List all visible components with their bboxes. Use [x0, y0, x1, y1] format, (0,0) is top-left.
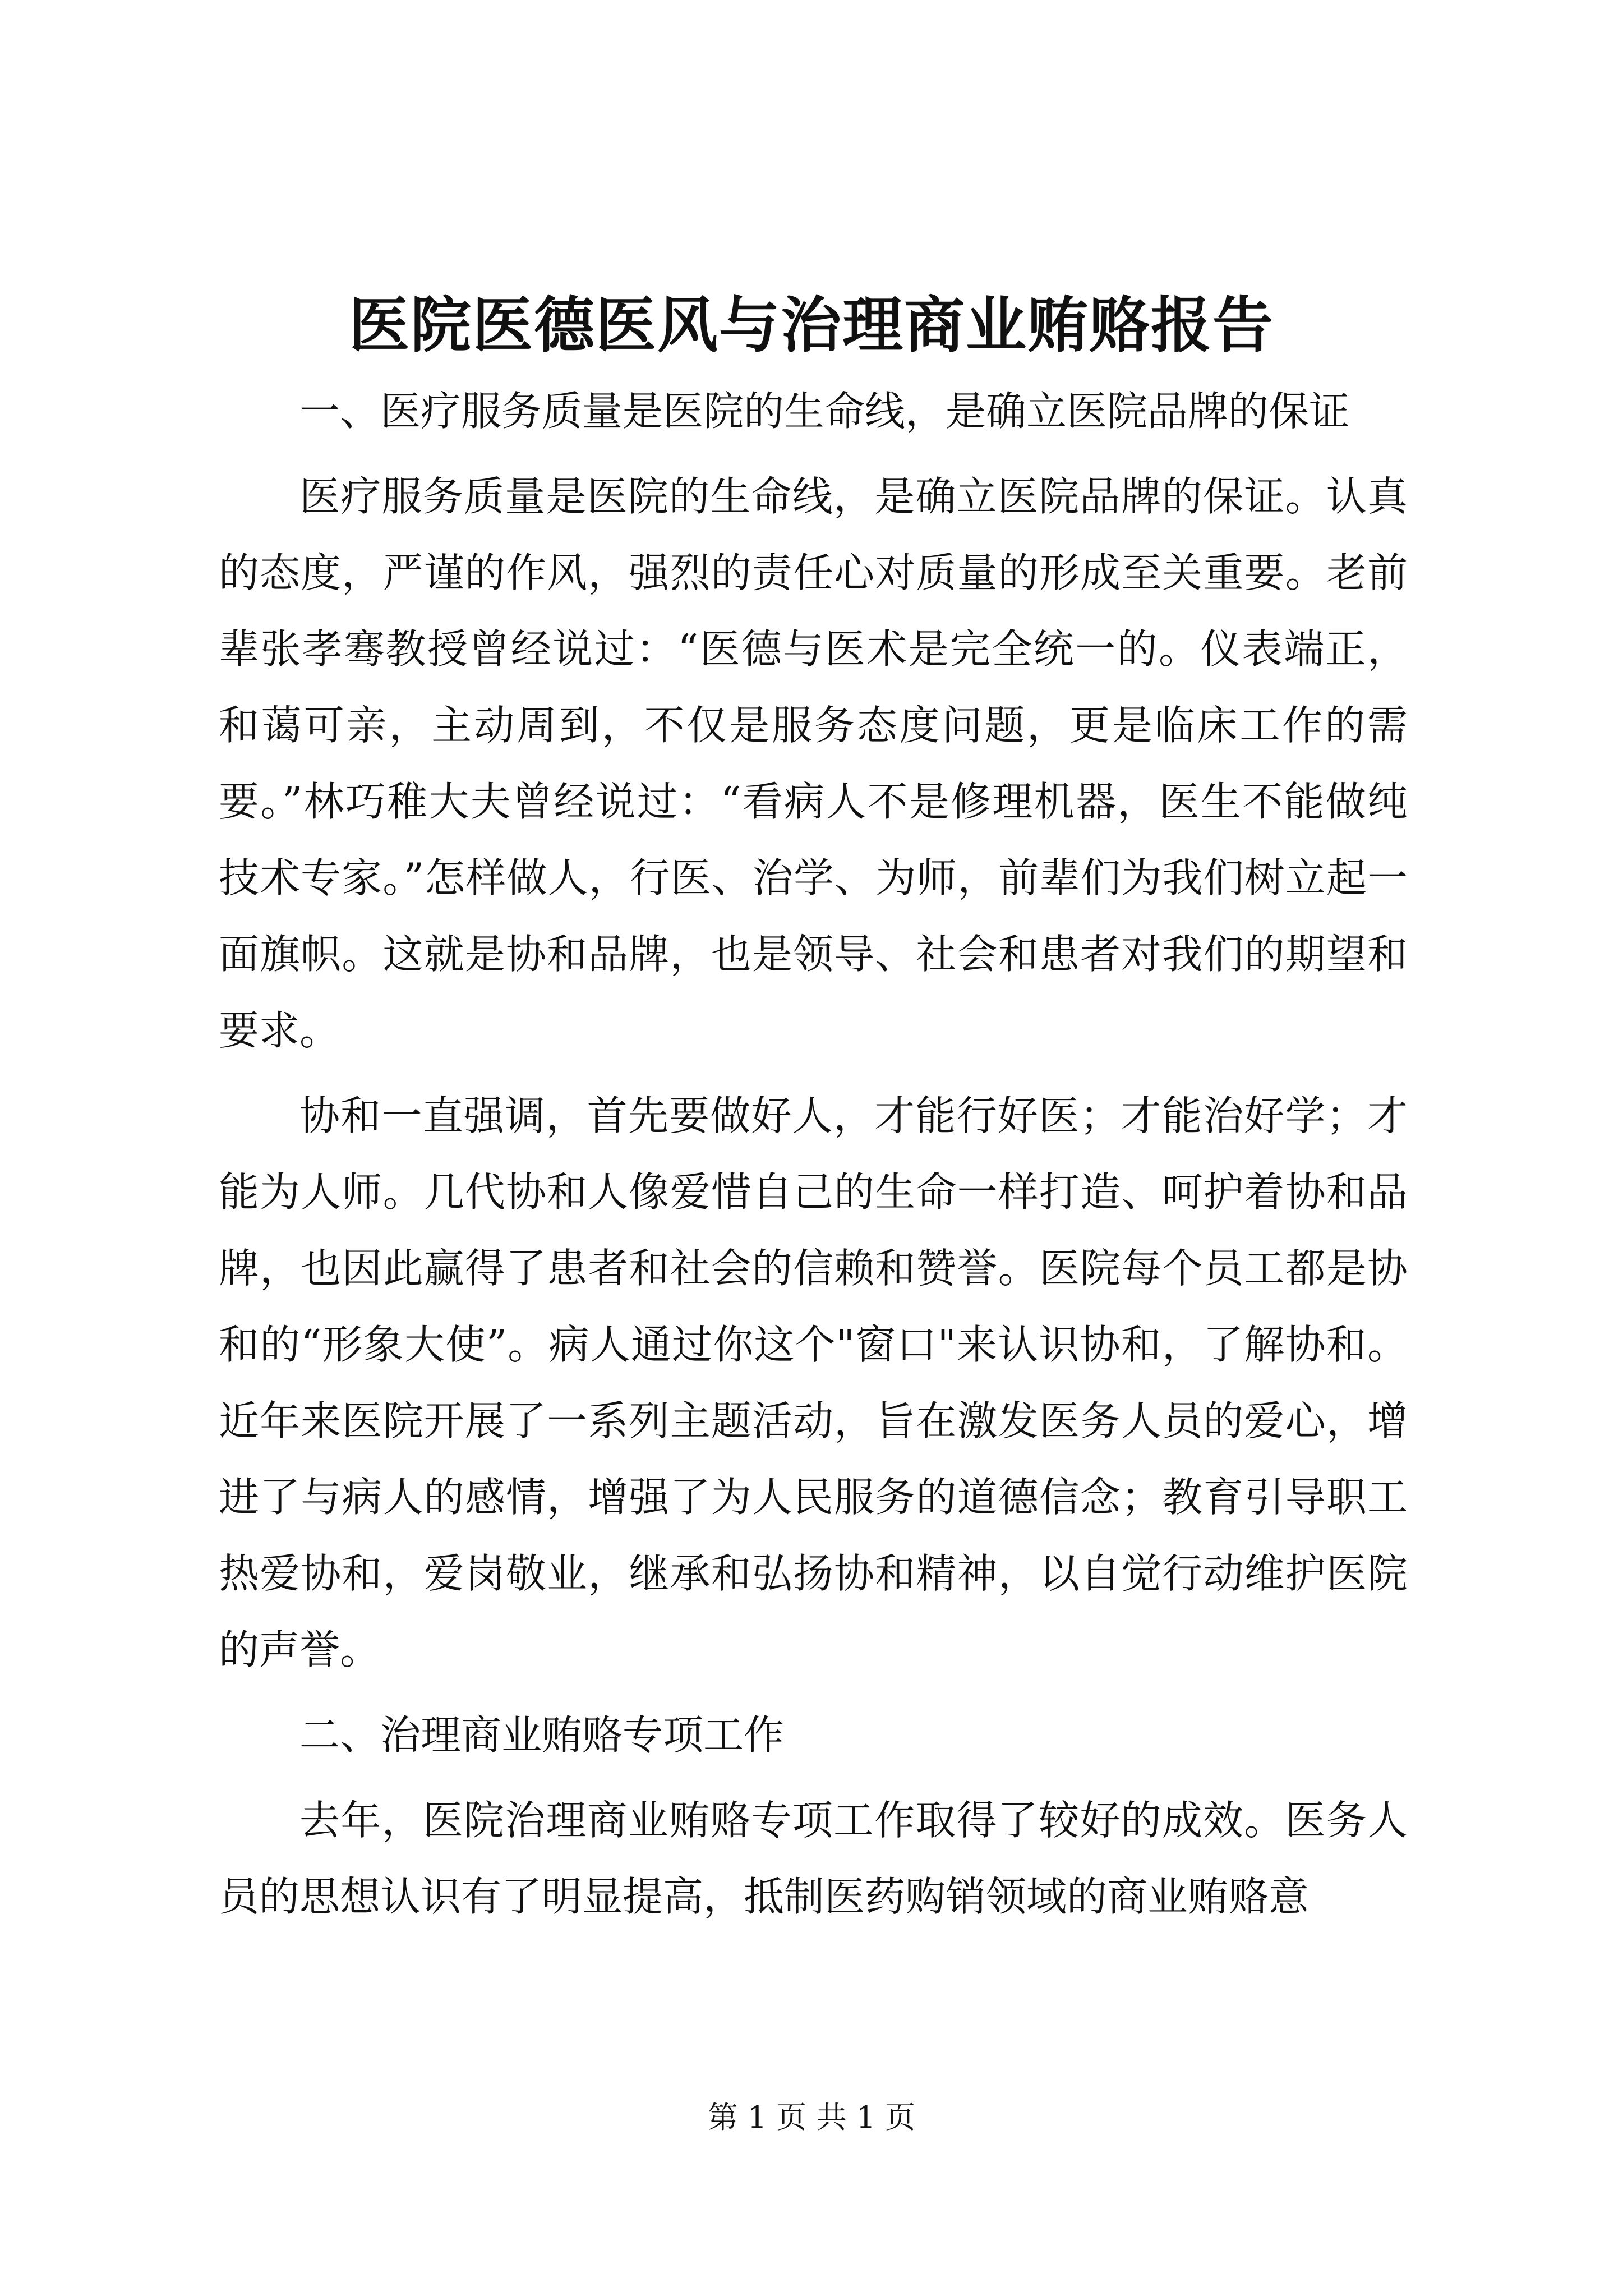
document-body	[219, 373, 1408, 1944]
paragraph-3: 去年，医院治理商业贿赂专项工作取得了较好的成效。医务人员的思想认识有了明显提高，抵制医药购销领域的商业贿赂意	[219, 1797, 1408, 1920]
document-title: 医院医德医风与治理商业贿赂报告	[348, 290, 1274, 361]
page-footer: 第 1 页 共 1 页	[707, 2100, 916, 2135]
paragraph-2: 协和一直强调，首先要做好人，才能行好医；才能治好学；才能为人师。几代协和人像爱惜自己的生命一样打造、呵护着协和品牌，也因此赢得了患者和社会的信赖和赞誉。医院每个员工都是协和的“形象大使”。病人通过你这个"窗口"来认识协和，了解协和。近年来医院开展了一系列主题活动，旨在激发医务人员的爱心，增进了与病人的感情，增强了为人民服务的道德信念；教育引导职工热爱协和，爱岗敬业，继承和弘扬协和精神，以自觉行动维护医院的声誉。	[219, 1092, 1408, 1673]
section-heading-1: 一、医疗服务质量是医院的生命线，是确立医院品牌的保证	[299, 388, 1350, 435]
paragraph-1: 医疗服务质量是医院的生命线，是确立医院品牌的保证。认真的态度，严谨的作风，强烈的责任心对质量的形成至关重要。老前辈张孝骞教授曾经说过：“医德与医术是完全统一的。仪表端正，和蔼可亲，主动周到，不仅是服务态度问题，更是临床工作的需要。”林巧稚大夫曾经说过：“看病人不是修理机器，医生不能做纯技术专家。”怎样做人，行医、治学、为师，前辈们为我们树立起一面旗帜。这就是协和品牌，也是领导、社会和患者对我们的期望和要求。	[219, 473, 1408, 1054]
section-heading-2: 二、治理商业贿赂专项工作	[299, 1711, 785, 1759]
